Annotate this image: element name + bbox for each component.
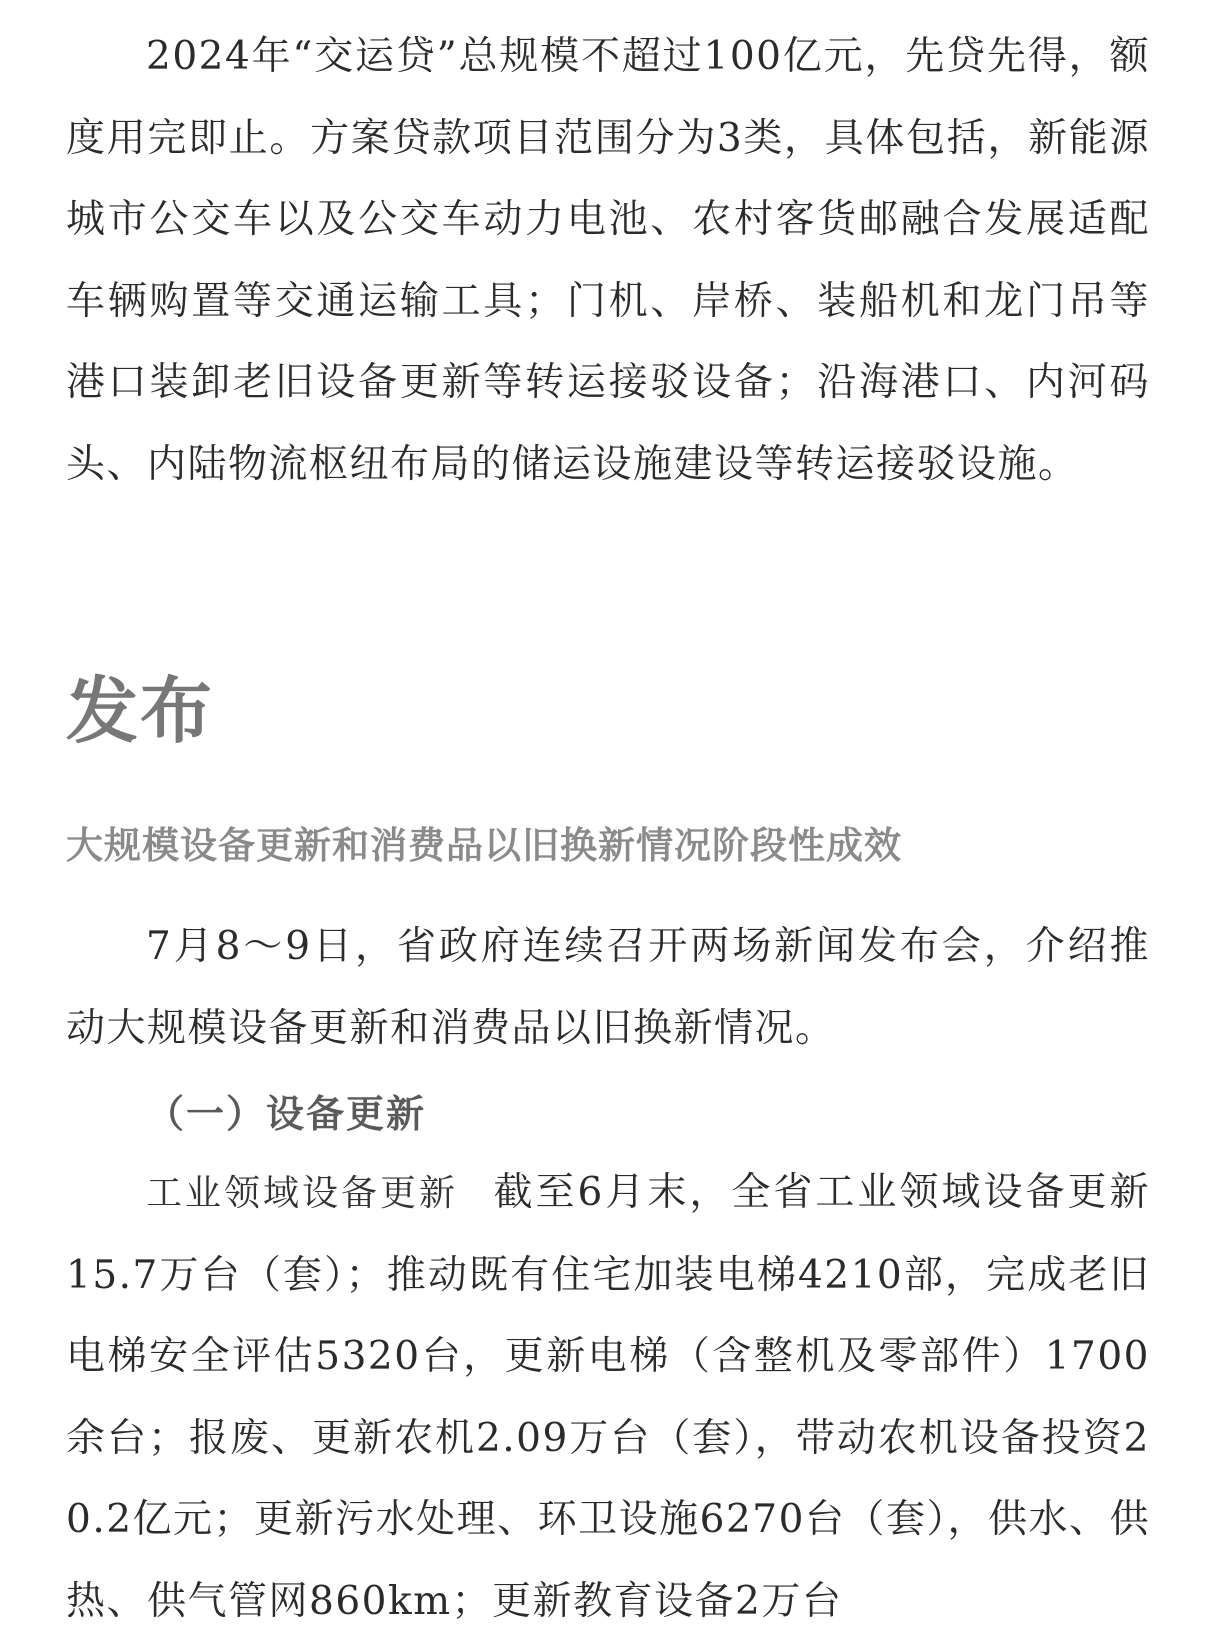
subsection-title: （一）设备更新 (146, 1092, 427, 1136)
section-heading: 发布 (66, 669, 215, 753)
industrial-text: 截至6月末，全省工业领域设备更新15.7万台（套）；推动既有住宅加装电梯4210部，完成老旧电梯安全评估5320台，更新电梯（含整机及零部件）1700余台；报废、更新农机2.09万台（套），带动农机设备投资20.2亿元；更新污水处理、环卫设施6270台（套），供水、供热、供气管网860km；更新教育设备2万台 (66, 1170, 1150, 1624)
industrial-paragraph (66, 1152, 1150, 1642)
article-title: 大规模设备更新和消费品以旧换新情况阶段性成效 (66, 824, 902, 867)
intro-paragraph: 2024年“交运贷”总规模不超过100亿元，先贷先得，额度用完即止。方案贷款项目范围分为3类，具体包括，新能源城市公交车以及公交车动力电池、农村客货邮融合发展适配车辆购置等交通运输工具；门机、岸桥、装船机和龙门吊等港口装卸老旧设备更新等转运接驳设备；沿海港口、内河码头、内陆物流枢纽布局的储运设施建设等转运接驳设施。 (66, 34, 1150, 487)
article-intro-paragraph: 7月8～9日，省政府连续召开两场新闻发布会，介绍推动大规模设备更新和消费品以旧换新情况。 (66, 924, 1150, 1051)
industrial-lead: 工业领域设备更新 (146, 1173, 459, 1214)
